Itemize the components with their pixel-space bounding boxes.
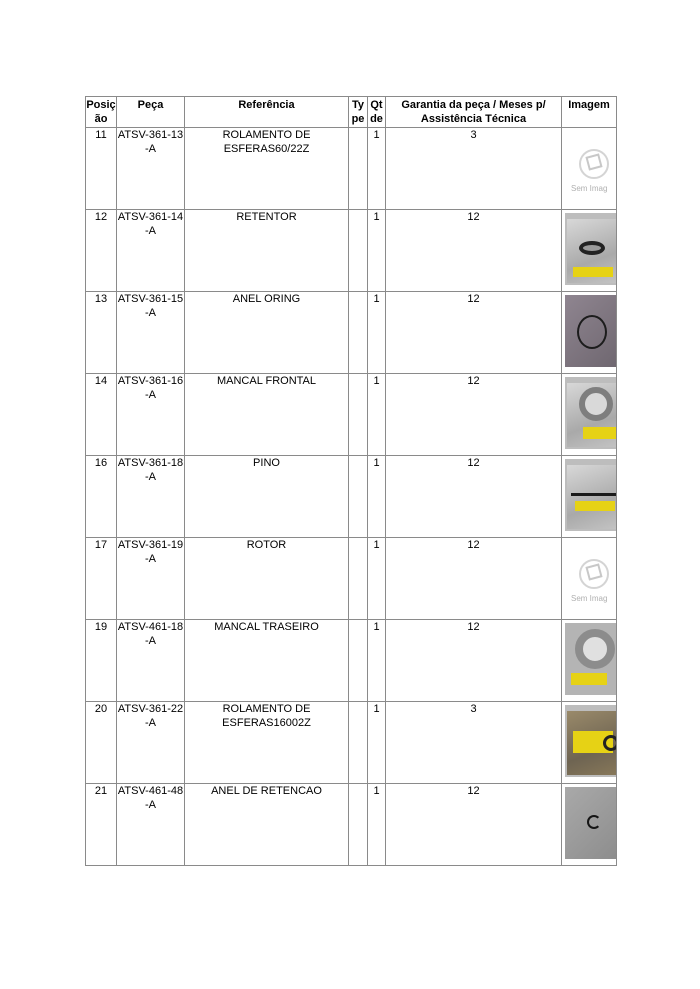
cell-imagem <box>562 210 617 292</box>
bearing-shape <box>579 387 613 421</box>
cell-referencia: MANCAL TRASEIRO <box>185 620 349 702</box>
part-photo-retaining-ring <box>565 787 617 859</box>
no-image-placeholder <box>565 541 617 613</box>
cell-peca: ATSV-461-48 -A <box>117 784 185 866</box>
cell-peca: ATSV-361-19 -A <box>117 538 185 620</box>
cell-peca: ATSV-361-18 -A <box>117 456 185 538</box>
cell-qtde: 1 <box>368 538 386 620</box>
table-row <box>86 292 617 374</box>
cell-type <box>349 784 368 866</box>
cell-qtde: 1 <box>368 784 386 866</box>
cell-referencia: ANEL ORING <box>185 292 349 374</box>
cell-type <box>349 292 368 374</box>
cell-posicao: 11 <box>86 128 117 210</box>
cell-type <box>349 538 368 620</box>
cell-posicao: 14 <box>86 374 117 456</box>
label-shape <box>583 427 617 439</box>
cell-referencia: MANCAL FRONTAL <box>185 374 349 456</box>
cell-qtde: 1 <box>368 292 386 374</box>
cell-imagem <box>562 784 617 866</box>
cell-posicao: 16 <box>86 456 117 538</box>
cell-imagem <box>562 374 617 456</box>
cell-qtde: 1 <box>368 702 386 784</box>
cell-garantia: 12 <box>386 210 562 292</box>
cell-posicao: 17 <box>86 538 117 620</box>
retaining-ring-shape <box>587 815 601 829</box>
table-header-row <box>86 97 617 128</box>
cell-peca: ATSV-361-14 -A <box>117 210 185 292</box>
cell-garantia: 3 <box>386 702 562 784</box>
cell-peca: ATSV-361-15 -A <box>117 292 185 374</box>
cell-peca: ATSV-361-13 -A <box>117 128 185 210</box>
cell-referencia: ANEL DE RETENCAO <box>185 784 349 866</box>
cell-qtde: 1 <box>368 210 386 292</box>
table-row <box>86 702 617 784</box>
cell-peca: ATSV-361-16 -A <box>117 374 185 456</box>
part-photo-o-ring <box>565 295 617 367</box>
part-photo-pin <box>565 459 617 531</box>
cell-qtde: 1 <box>368 620 386 702</box>
part-photo-front-bearing <box>565 377 617 449</box>
no-image-text: Sem Imag <box>571 184 608 193</box>
cell-posicao: 19 <box>86 620 117 702</box>
no-image-placeholder <box>565 131 617 203</box>
header-garantia: Garantia da peça / Meses p/ Assistência Técnica <box>386 97 562 128</box>
table-row <box>86 620 617 702</box>
cell-imagem <box>562 538 617 620</box>
table-row <box>86 210 617 292</box>
header-referencia: Referência <box>185 97 349 128</box>
cell-type <box>349 456 368 538</box>
cell-referencia: ROLAMENTO DE ESFERAS16002Z <box>185 702 349 784</box>
table-row <box>86 456 617 538</box>
cell-posicao: 12 <box>86 210 117 292</box>
cell-type <box>349 210 368 292</box>
label-shape <box>575 501 615 511</box>
no-image-text: Sem Imag <box>571 594 608 603</box>
header-imagem: Imagem <box>562 97 617 128</box>
cell-type <box>349 128 368 210</box>
part-photo-seal <box>565 213 617 285</box>
cell-qtde: 1 <box>368 456 386 538</box>
cell-imagem <box>562 456 617 538</box>
cell-garantia: 12 <box>386 456 562 538</box>
cell-posicao: 21 <box>86 784 117 866</box>
cell-referencia: PINO <box>185 456 349 538</box>
cell-garantia: 12 <box>386 538 562 620</box>
cell-garantia: 12 <box>386 374 562 456</box>
cell-referencia: ROTOR <box>185 538 349 620</box>
part-photo-ball-bearing <box>565 705 617 777</box>
cell-garantia: 12 <box>386 784 562 866</box>
cell-imagem <box>562 292 617 374</box>
header-qtde: Qt de <box>368 97 386 128</box>
cell-type <box>349 374 368 456</box>
label-shape <box>573 267 613 277</box>
pin-shape <box>571 493 617 496</box>
header-posicao: Posiç ão <box>86 97 117 128</box>
cell-imagem <box>562 620 617 702</box>
table-row <box>86 784 617 866</box>
cell-posicao: 13 <box>86 292 117 374</box>
header-peca: Peça <box>117 97 185 128</box>
seal-shape <box>579 241 605 255</box>
table-row <box>86 538 617 620</box>
cell-type <box>349 620 368 702</box>
cell-type <box>349 702 368 784</box>
cell-garantia: 12 <box>386 620 562 702</box>
table-row <box>86 128 617 210</box>
header-type: Ty pe <box>349 97 368 128</box>
bearing-shape <box>603 735 617 751</box>
parts-table <box>85 96 617 866</box>
cell-garantia: 3 <box>386 128 562 210</box>
o-ring-shape <box>577 315 607 349</box>
bag-shape <box>567 465 617 529</box>
cell-imagem <box>562 128 617 210</box>
cell-referencia: RETENTOR <box>185 210 349 292</box>
cell-qtde: 1 <box>368 374 386 456</box>
bearing-shape <box>575 629 615 669</box>
table-row <box>86 374 617 456</box>
cell-imagem <box>562 702 617 784</box>
cell-peca: ATSV-361-22 -A <box>117 702 185 784</box>
cell-posicao: 20 <box>86 702 117 784</box>
label-shape <box>571 673 607 685</box>
cell-garantia: 12 <box>386 292 562 374</box>
cell-referencia: ROLAMENTO DE ESFERAS60/22Z <box>185 128 349 210</box>
cell-peca: ATSV-461-18 -A <box>117 620 185 702</box>
cell-qtde: 1 <box>368 128 386 210</box>
part-photo-rear-bearing <box>565 623 617 695</box>
